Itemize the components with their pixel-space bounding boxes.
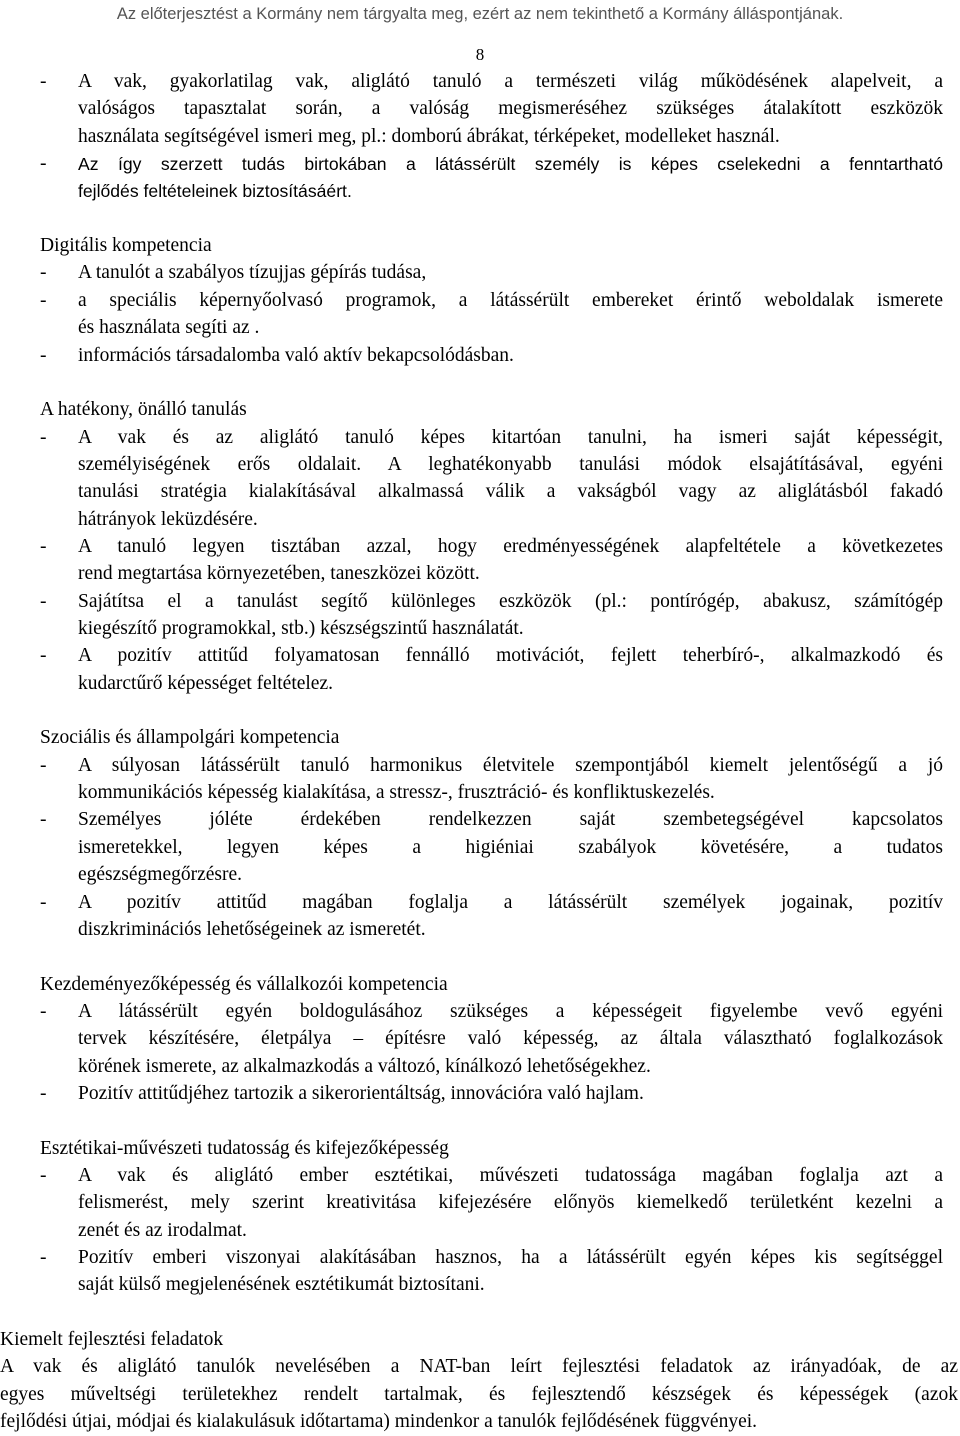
paragraph-line: egyes műveltségi területekhez rendelt tartalmak, és fejlesztendő készségek és képességek (azok bbox=[0, 1383, 958, 1405]
list-item-line: fejlődés feltételeinek biztosításáért. bbox=[78, 181, 352, 202]
list-item-line: egészségmegőrzésre. bbox=[78, 864, 243, 886]
bullet-dash: - bbox=[40, 754, 47, 776]
bullet-dash: - bbox=[40, 891, 47, 913]
bullet-dash: - bbox=[40, 426, 47, 448]
paragraph-line: A vak és aliglátó tanulók nevelésében a NAT-ban leírt fejlesztési feladatok az irányadóak, de az bbox=[0, 1356, 958, 1378]
list-item-line: A vak és az aliglátó tanuló képes kitartóan tanulni, ha ismeri saját képességit, bbox=[78, 426, 943, 448]
list-item-line: A látássérült egyén boldogulásához szükséges a képességeit figyelembe vevő egyéni bbox=[78, 1000, 943, 1022]
list-item-line: A tanuló legyen tisztában azzal, hogy eredményességének alapfeltétele a következetes bbox=[78, 535, 943, 557]
list-item-line: körének ismerete, az alkalmazkodás a változó, kínálkozó lehetőségekhez. bbox=[78, 1055, 651, 1077]
list-item-line: Sajátítsa el a tanulást segítő különleges eszközök (pl.: pontírógép, abakusz, számítógép bbox=[78, 590, 943, 612]
list-item-line: saját külső megjelenésének esztétikumát biztosítani. bbox=[78, 1274, 485, 1296]
bullet-dash: - bbox=[40, 645, 47, 667]
list-item-line: hátrányok leküzdésére. bbox=[78, 508, 258, 530]
list-item-line: felismerést, mely szerint kreativitása kifejezésére előnyös kiemelkedő területként kezelni a bbox=[78, 1192, 943, 1214]
list-item-line: tervek készítésére, életpálya – építésre való képesség, az általa választható foglalkozások bbox=[78, 1028, 943, 1050]
bullet-dash: - bbox=[40, 809, 47, 831]
section-heading: Esztétikai-művészeti tudatosság és kifejezőképesség bbox=[40, 1137, 449, 1159]
list-item-line: információs társadalomba való aktív bekapcsolódásban. bbox=[78, 344, 514, 366]
bullet-dash: - bbox=[40, 590, 47, 612]
list-item-line: A vak, gyakorlatilag vak, aliglátó tanuló a természeti világ működésének alapelveit, a bbox=[78, 71, 943, 92]
list-item-line: diszkriminációs lehetőségeinek az ismeretét. bbox=[78, 918, 426, 940]
list-item-line: Az így szerzett tudás birtokában a látássérült személy is képes cselekedni a fenntartható bbox=[78, 154, 943, 175]
page-number: 8 bbox=[475, 45, 485, 64]
list-item-line: kiegészítő programokkal, stb.) készségszintű használatát. bbox=[78, 618, 524, 639]
bullet-dash: - bbox=[40, 289, 47, 311]
list-item-line: rend megtartása környezetében, taneszközei között. bbox=[78, 563, 480, 585]
list-item-line: és használata segíti az . bbox=[78, 317, 260, 339]
list-item-line: személyiségének erős oldalait. A leghatékonyabb tanulási módok elsajátításával, egyéni bbox=[78, 453, 943, 475]
section-heading: Digitális kompetencia bbox=[40, 235, 212, 257]
bullet-dash: - bbox=[40, 535, 47, 557]
section-heading: A hatékony, önálló tanulás bbox=[40, 399, 247, 421]
list-item-line: Pozitív emberi viszonyai alakításában hasznos, ha a látássérült egyén képes kis segítséggel bbox=[78, 1247, 943, 1269]
bullet-dash: - bbox=[40, 153, 47, 175]
list-item-line: ismeretekkel, legyen képes a higiéniai szabályok követésére, a tudatos bbox=[78, 836, 943, 858]
bullet-dash: - bbox=[40, 262, 47, 284]
list-item-line: A súlyosan látássérült tanuló harmonikus életvitele szempontjából kiemelt jelentőségű a jó bbox=[78, 754, 943, 776]
bullet-dash: - bbox=[40, 344, 47, 366]
list-item-line: a speciális képernyőolvasó programok, a látássérült embereket érintő weboldalak ismerete bbox=[78, 289, 943, 311]
section-heading: Kezdeményezőképesség és vállalkozói kompetencia bbox=[40, 973, 448, 995]
bullet-dash: - bbox=[40, 71, 47, 92]
list-item-line: tanulási stratégia kialakításával alkalmassá válik a vakságból vagy az aliglátásból fakadó bbox=[78, 481, 943, 503]
bullet-dash: - bbox=[40, 1000, 47, 1022]
list-item-line: kommunikációs képesség kialakítása, a stressz-, frusztráció- és konfliktuskezelés. bbox=[78, 782, 715, 804]
bullet-dash: - bbox=[40, 1165, 47, 1186]
list-item-line: Személyes jóléte érdekében rendelkezzen saját szembetegségével kapcsolatos bbox=[78, 809, 943, 831]
list-item-line: kudarctűrő képességet feltételez. bbox=[78, 672, 333, 694]
bullet-dash: - bbox=[40, 1247, 47, 1269]
list-item-line: használata segítségével ismeri meg, pl.: domború ábrákat, térképeket, modelleket használ. bbox=[78, 125, 780, 147]
bullet-dash: - bbox=[40, 1082, 47, 1104]
list-item-line: A tanulót a szabályos tízujjas gépírás tudása, bbox=[78, 262, 427, 284]
section-heading: Kiemelt fejlesztési feladatok bbox=[0, 1329, 224, 1351]
list-item-line: Pozitív attitűdjéhez tartozik a sikerorientáltság, innovációra való hajlam. bbox=[78, 1082, 644, 1104]
list-item-line: A vak és aliglátó ember esztétikai, művészeti tudatossága magában foglalja azt a bbox=[78, 1165, 943, 1186]
section-heading: Szociális és állampolgári kompetencia bbox=[40, 727, 340, 749]
list-item-line: zenét és az irodalmat. bbox=[78, 1219, 247, 1241]
paragraph-line: fejlődési útjai, módjai és kialakulásuk időtartama) mindenkor a tanulók fejlődésének függvényei. bbox=[0, 1411, 758, 1433]
list-item-line: A pozitív attitűd magában foglalja a látássérült személyek jogainak, pozitív bbox=[78, 891, 943, 913]
list-item-line: valóságos tapasztalat során, a valóság megismeréséhez szükséges átalakított eszközök bbox=[78, 98, 943, 120]
list-item-line: A pozitív attitűd folyamatosan fennálló motivációt, fejlett teherbíró-, alkalmazkodó és bbox=[78, 645, 943, 667]
document-notice-header: Az előterjesztést a Kormány nem tárgyalta meg, ezért az nem tekinthető a Kormány álláspontjának. bbox=[116, 5, 844, 23]
